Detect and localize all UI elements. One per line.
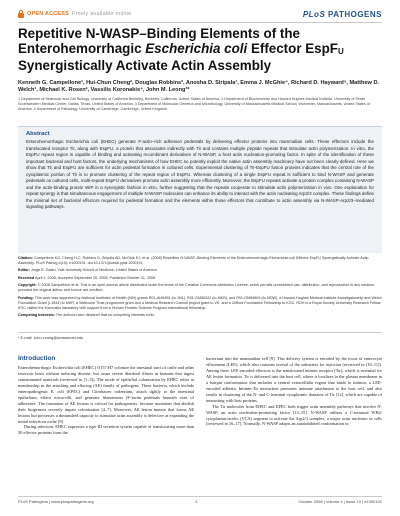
title-line-1: Repetitive N-WASP–Binding Elements of the (18, 26, 300, 41)
body-column-right (206, 356, 382, 427)
article-metadata (18, 256, 382, 321)
copyright-label: Copyright: (18, 283, 37, 288)
header-bar (18, 8, 382, 20)
body-paragraph: During infection, EHEC expresses a type III secretion system capable of translocating more than 50 effector proteins from the (18, 424, 194, 436)
title-line-2-sub: U (338, 46, 344, 56)
abstract-heading: Abstract (26, 131, 50, 137)
abstract-text: Enterohemorrhagic Escherichia coli (EHEC) generate F-actin–rich adhesion pedestals by delivering effector proteins into mammalian cells. These effectors include the translocated receptor Tir, along with EspFU, a protein that associates indirectly with Tir and contains multiple peptide repeats that stimulate actin polymerization. In vitro, the EspFU repeat region is capable of binding and activating recombinant derivatives of N-WASP, a host actin nucleation-promoting factor. In spite of the identification of these important bacterial and host factors, the underlying mechanisms of how EHEC so potently exploit the native actin assembly machinery have not been clearly defined. Here we show that Tir and EspFU are sufficient for actin pedestal formation in cultured cells. Experimental clustering of Tir-EspFU fusion proteins indicates that the central role of the cytoplasmic portion of Tir is to promote clustering of the repeat region of EspFU. Whereas clustering of a single EspFU repeat is sufficient to bind N-WASP and generate pedestals on cultured cells, multi-repeat EspFU derivatives promote actin assembly more efficiently. Moreover, the EspFU repeats activate a protein complex containing N-WASP and the actin-binding protein WIP in a synergistic fashion in vitro, further suggesting that the repeats cooperate to stimulate actin polymerization in vivo. One explanation for repeat synergy is that simultaneous engagement of multiple N-WASP molecules can enhance its ability to interact with the actin nucleating Arp2/3 complex. These findings define the minimal set of bacterial effectors required for pedestal formation and the elements within those effectors that contribute to actin assembly via N-WASP-Arp2/3–mediated signaling pathways. (26, 139, 374, 209)
editor (18, 268, 382, 273)
body-paragraph: Enterohemorrhagic Escherichia coli (EHEC) O157:H7 colonize the intestinal tract of cattle and other reservoir hosts without inducing disease, but cause severe diarrheal illness in humans that ingest contaminated materials (reviewed in [1–3]). The mode of epithelial colonization by EHEC relies in membership in the attaching and effacing (AE) family of pathogens. These bacteria, which include enteropathogenic E. coli (EPEC) and Citrobacter rodentium, attach tightly to the intestinal epithelium, efface microvilli, and generate filamentous (F-)actin pedestals beneath sites of adherence. The formation of AE lesions is critical for pathogenesis, because mutations that abolish their biogenesis severely impair colonization [4–7]. Moreover, AE lesion mutant that forms AE lesions but possesses a diminished capacity to stimulate actin assembly is defective at expanding the initial infectious niche [8]. (18, 364, 194, 424)
title-line-2-post: Effector EspF (247, 40, 338, 56)
competing-interests (18, 313, 382, 318)
abstract-box (18, 126, 382, 253)
footer-issue: October 2008 | Volume 4 | Issue 10 | e1000191 (298, 499, 382, 504)
page-number: 1 (194, 499, 198, 504)
title-line-2-pre: Enterohemorrhagic (18, 40, 146, 56)
copyright (18, 283, 382, 293)
funding-text: This work was supported by National Institutes of Health (NIH) grants R01-AI46454 (to JML), R01-GM56322 (to MKR), and R01-GM59609 (to MDW), a Howard Hughes Medical Institute Investigatorship and Welch Foundation Grant (I-1544) to MKR, a Wellcome Trust programme grant and a Medical Research Council project grant to VK, and a Clifford Foundation Fellowship to KGC. RDH is a Royal Society University Research Fellow. KGC visited the Koronakis laboratory with support from a Human Frontier Science Program International fellowship. (18, 295, 382, 310)
page-footer (18, 499, 382, 504)
dates (18, 276, 382, 281)
journal-logo-name: PATHOGENS (328, 9, 382, 19)
funding-label: Funding: (18, 295, 34, 300)
author-list: Kenneth G. Campellone¹, Hui-Chun Cheng², Douglas Robbins³, Anosha D. Siripala¹, Emma J. McGhie⁴, Richard D. Hayward⁵, Matthew D. Welch¹, Michael K. Rosen², Vassilis Koronakis⁴, John M. Leong³* (18, 80, 380, 94)
citation (18, 256, 382, 266)
editor-label: Editor: (18, 268, 30, 273)
footer-divider (18, 496, 382, 497)
open-lock-icon (18, 10, 24, 18)
funding (18, 296, 382, 311)
title-line-2-italic: Escherichia coli (145, 40, 248, 56)
corresponding-email[interactable]: * E-mail: John.Leong@umassmed.edu (18, 336, 84, 340)
competing-text: The authors have declared that no competing interests exist. (55, 313, 155, 318)
citation-text: Campellone KG, Cheng H-C, Robbins D, Siripala AD, McGhie EJ, et al. (2008) Repetitive N-WASP–Binding Elements of the Enterohemorrhagic Escherichia coli Effector EspFU Synergistically Activate Actin Assembly. PLoS Pathog 4(10): e1000191. doi:10.1371/journal.ppat.1000191 (18, 256, 369, 265)
article-title (18, 27, 382, 74)
body-column-left (18, 356, 194, 436)
metadata-divider (18, 332, 382, 333)
dates-label: Received (18, 275, 35, 280)
journal-logo-prefix: PLoS (302, 9, 326, 19)
body-paragraph: bacterium into the mammalian cell [9]. This delivery system is encoded by the locus of enterocyte effacement (LEE), which also contains several of the substrates for injection (reviewed in [10–11]). Among these LEE-encoded effectors is the translocated intimin receptor (Tir), which is essential for AE lesion formation. Tir is delivered into the host cell, where it localizes to the plasma membrane in a hairpin conformation that includes a central extracellular region that binds to intimin, a LEE-encoded adhesin. Intimin-Tir interaction promotes intimate attachment to the host cell, and also results in clustering of the N- and C-terminal cytoplasmic domains of Tir [12], which are capable of interacting with host proteins. (206, 356, 382, 403)
introduction-heading: Introduction (18, 355, 56, 362)
open-access-badge[interactable] (18, 10, 131, 18)
journal-logo[interactable] (303, 10, 382, 19)
freely-available-label: Freely available online (72, 11, 132, 17)
title-line-3: Synergistically Activate Actin Assembly (18, 58, 272, 73)
body-paragraph: The Tir molecules from EHEC and EPEC both trigger actin assembly pathways that involve N-WASP, an actin nucleation-promoting factor [13–15]. N-WASP utilizes a C-terminal WH2/ cytoplasmic/acidic (VCA) segment to activate the Arp2/3 complex, a major actin nucleator in cells [reviewed in 16–17]. Normally, N-WASP adopts an autoinhibited conformation in (206, 403, 382, 427)
dates-text: April 1, 2008; Accepted September 30, 2008; Published October 31, 2008 (35, 275, 156, 280)
competing-label: Competing Interests: (18, 313, 55, 318)
copyright-text: © 2008 Campellone et al. This is an open-access article distributed under the terms of the Creative Commons Attribution License, which permits unrestricted use, distribution, and reproduction in any medium, provided the original author and source are credited. (18, 283, 376, 293)
footer-journal: PLoS Pathogens | www.plospathogens.org (18, 499, 94, 504)
header-divider (18, 22, 382, 23)
affiliations: 1 Department of Molecular and Cell Biology, University of California Berkeley, Berkeley, California, United States of America, 2 Department of Biochemistry and Howard Hughes Medical Institute, University of Texas Southwestern Medical Center, Dallas, Texas, United States of America, 3 Department of Molecular Genetics and Microbiology, University of Massachusetts Medical School, Worcester, Massachusetts, United States of America, 4 Department of Pathology, University of Cambridge, Cambridge, United Kingdom (18, 97, 370, 111)
editor-text: Jorge E. Galán, Yale University School of Medicine, United States of America (30, 268, 157, 273)
open-access-label: OPEN ACCESS (27, 11, 70, 17)
citation-label: Citation: (18, 256, 33, 260)
